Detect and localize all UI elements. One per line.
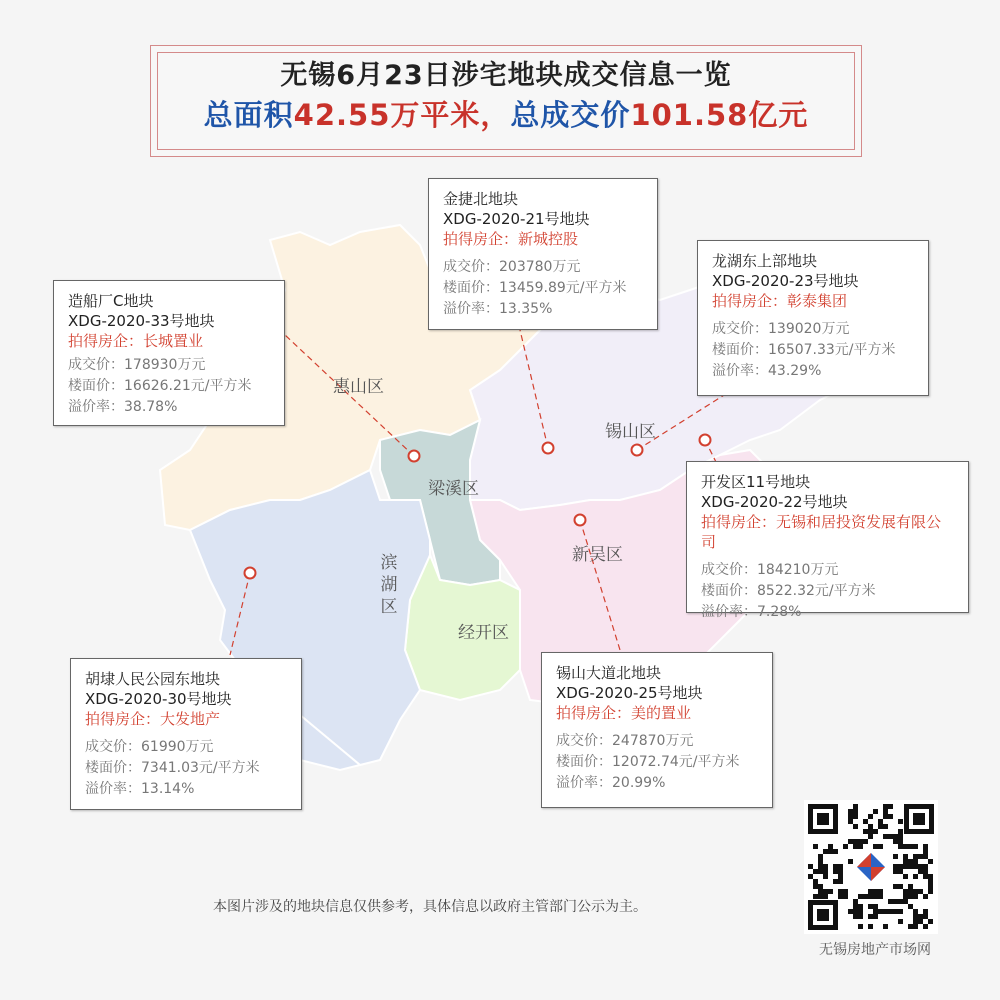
parcel-floor-price: 楼面价：16626.21元/平方米 (68, 378, 252, 394)
parcel-premium: 溢价率：13.35% (443, 301, 553, 317)
page-title: 无锡6月23日涉宅地块成交信息一览 (280, 60, 732, 91)
parcel-premium: 溢价率：7.28% (701, 604, 802, 620)
parcel-code: XDG-2020-25号地块 (556, 684, 703, 702)
title-banner (150, 45, 862, 157)
parcel-marker[interactable] (409, 451, 420, 462)
page-subtitle (158, 93, 854, 134)
parcel-price: 成交价：178930万元 (68, 357, 206, 373)
parcel-card-longhu[interactable] (697, 240, 929, 396)
parcel-buyer: 拍得房企：彰泰集团 (712, 292, 848, 310)
disclaimer-note: 本图片涉及的地块信息仅供参考，具体信息以政府主管部门公示为主。 (213, 899, 647, 915)
parcel-card-kaifaqu[interactable] (686, 461, 969, 620)
district-label-xishan: 锡山区 (605, 422, 656, 442)
price-label: 总成交价 (510, 98, 631, 132)
parcel-code: XDG-2020-30号地块 (85, 690, 232, 708)
title-banner-inner (157, 52, 855, 150)
parcel-marker[interactable] (543, 443, 554, 454)
parcel-marker[interactable] (575, 515, 586, 526)
district-label-jingkai: 经开区 (458, 623, 509, 643)
parcel-name: 锡山大道北地块 (556, 664, 662, 682)
parcel-floor-price: 楼面价：8522.32元/平方米 (701, 583, 876, 599)
parcel-card-jinjie[interactable] (428, 178, 658, 330)
parcel-card-hudai[interactable] (70, 658, 302, 810)
parcel-code: XDG-2020-33号地块 (68, 312, 215, 330)
parcel-floor-price: 楼面价：12072.74元/平方米 (556, 754, 740, 770)
qr-code (804, 800, 938, 934)
parcel-floor-price: 楼面价：16507.33元/平方米 (712, 342, 896, 358)
qr-code-icon (804, 800, 938, 934)
area-label: 总面积 (203, 98, 294, 132)
parcel-marker[interactable] (700, 435, 711, 446)
parcel-premium: 溢价率：13.14% (85, 781, 195, 797)
parcel-marker[interactable] (632, 445, 643, 456)
parcel-premium: 溢价率：38.78% (68, 399, 178, 415)
parcel-name: 龙湖东上部地块 (712, 252, 818, 270)
qr-caption: 无锡房地产市场网 (819, 942, 931, 958)
parcel-name: 胡埭人民公园东地块 (85, 670, 221, 688)
parcel-price: 成交价：61990万元 (85, 739, 214, 755)
parcel-price: 成交价：139020万元 (712, 321, 850, 337)
parcel-price: 成交价：184210万元 (701, 562, 839, 578)
district-label-binhu: 滨湖区 (380, 553, 398, 617)
parcel-card-zaochuan[interactable] (53, 280, 285, 426)
parcel-floor-price: 楼面价：13459.89元/平方米 (443, 280, 627, 296)
parcel-name: 开发区11号地块 (701, 473, 811, 491)
parcel-name: 金捷北地块 (443, 190, 519, 208)
district-label-liangxi: 梁溪区 (428, 479, 479, 499)
parcel-floor-price: 楼面价：7341.03元/平方米 (85, 760, 260, 776)
parcel-marker[interactable] (245, 568, 256, 579)
area-value: 42.55万平米， (293, 98, 511, 132)
parcel-buyer: 拍得房企：美的置业 (556, 704, 692, 722)
parcel-premium: 溢价率：20.99% (556, 775, 666, 791)
district-label-xinwu: 新吴区 (572, 545, 623, 565)
parcel-code: XDG-2020-22号地块 (701, 493, 848, 511)
parcel-buyer: 拍得房企：无锡和居投资发展有限公司 (701, 513, 942, 551)
parcel-card-xishan-road[interactable] (541, 652, 773, 808)
price-value: 101.58亿元 (630, 98, 809, 132)
parcel-premium: 溢价率：43.29% (712, 363, 822, 379)
parcel-buyer: 拍得房企：新城控股 (443, 230, 579, 248)
parcel-code: XDG-2020-23号地块 (712, 272, 859, 290)
parcel-price: 成交价：203780万元 (443, 259, 581, 275)
district-label-huishan: 惠山区 (333, 377, 384, 397)
parcel-buyer: 拍得房企：大发地产 (85, 710, 221, 728)
parcel-name: 造船厂C地块 (68, 292, 154, 310)
parcel-buyer: 拍得房企：长城置业 (68, 332, 204, 350)
parcel-price: 成交价：247870万元 (556, 733, 694, 749)
parcel-code: XDG-2020-21号地块 (443, 210, 590, 228)
